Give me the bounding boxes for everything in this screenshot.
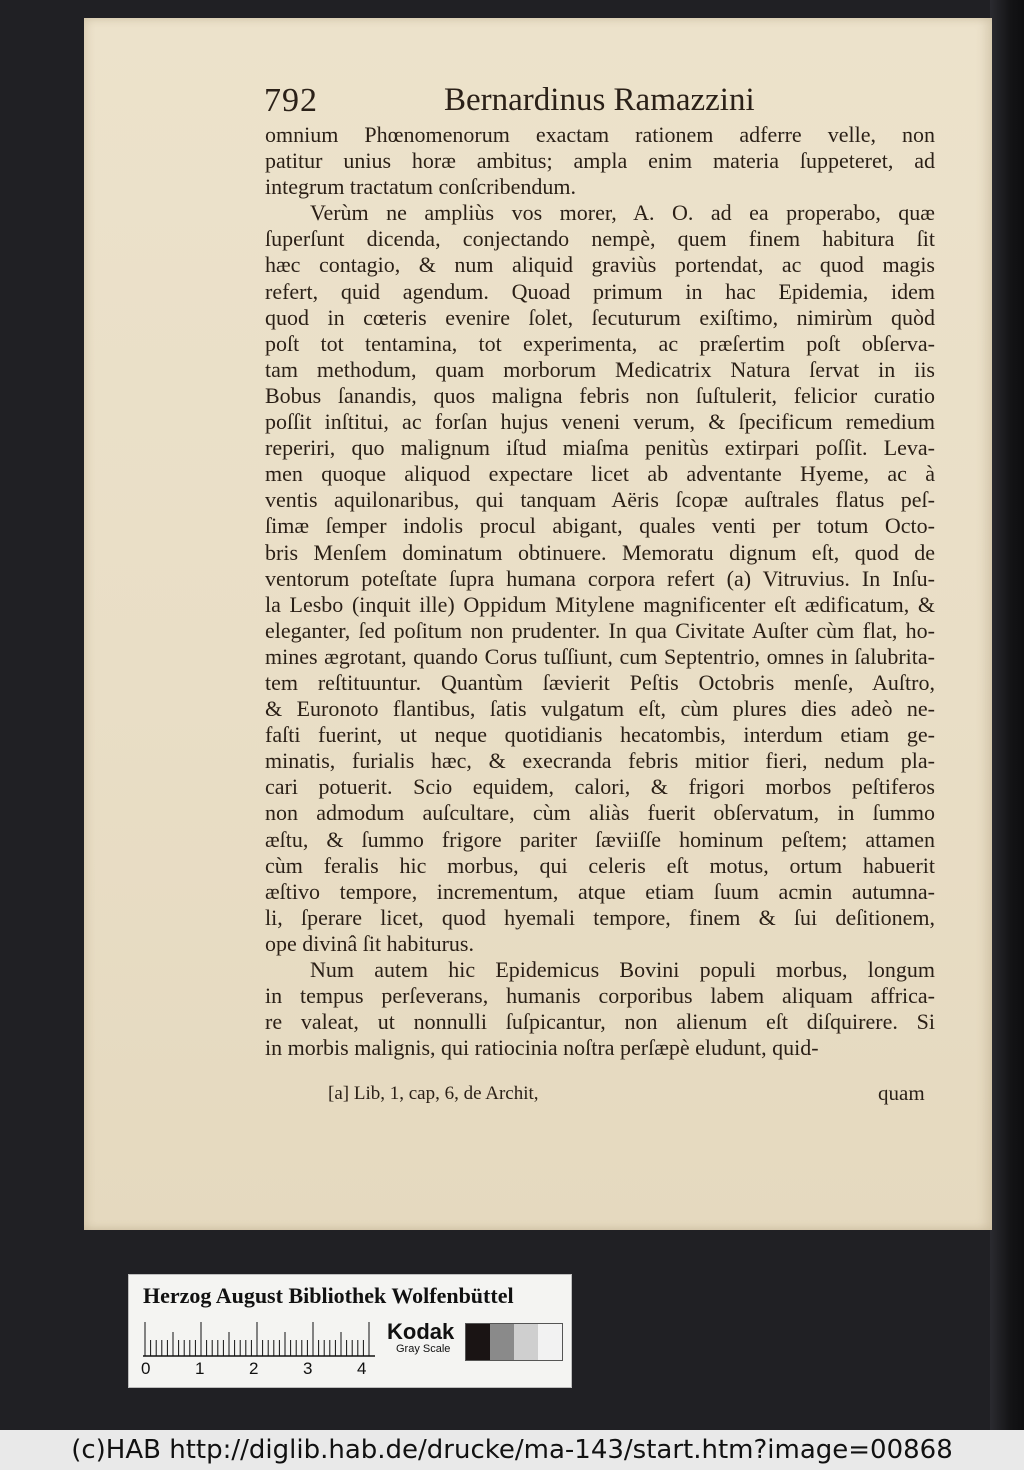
ruler-scale (143, 1321, 375, 1357)
text-line: æſtivo tempore, incrementum, atque etiam ſuum acmin autumna- (265, 878, 935, 904)
text-line: ope divinâ ſit habiturus. (265, 930, 474, 956)
text-line: Num autem hic Epidemicus Bovini populi morbus, longum (310, 957, 935, 982)
gray-patch (466, 1324, 490, 1360)
ruler-number: 1 (195, 1359, 205, 1378)
body-text (265, 122, 935, 1061)
running-head: Bernardinus Ramazzini (444, 82, 755, 118)
gray-patch (538, 1324, 562, 1360)
text-line: ſuperſunt dicenda, conjectando nempè, quem finem habitura ſit (265, 226, 935, 252)
gray-scale-patches (465, 1323, 563, 1361)
text-line: & Euronoto flantibus, ſatis vulgatum eſt, cùm plures dies adeò ne- (265, 696, 935, 722)
text-line: refert, quid agendum. Quoad primum in hac Epidemia, idem (265, 278, 935, 304)
text-line: integrum tractatum conſcribendum. (265, 174, 576, 200)
text-line: ventis aquilonaribus, qui tanquam Aëris ſcopæ auſtrales flatus peſ- (265, 487, 935, 513)
paragraph (265, 122, 935, 200)
text-line: minatis, furialis hæc, & execranda febris mitior fieri, nedum pla- (265, 748, 935, 774)
text-line: faſti fuerint, ut neque quotidianis hecatombis, interdum etiam ge- (265, 722, 935, 748)
text-line: omnium Phœnomenorum exactam rationem adferre velle, non (265, 122, 935, 147)
text-line: in morbis malignis, qui ratiocinia noſtra perſæpè eludunt, quid- (265, 1035, 819, 1061)
gray-scale-label: Gray Scale (396, 1343, 451, 1355)
text-line: re valeat, ut nonnulli ſuſpicantur, non alienum eſt diſquirere. Si (265, 1009, 935, 1035)
text-line: li, ſperare licet, quod hyemali tempore, finem & ſui deſitionem, (265, 904, 935, 930)
page-number: 792 (264, 82, 318, 119)
text-line: quod in cœteris evenire ſolet, ſecuturum exiſtimo, nimirùm quòd (265, 304, 935, 330)
library-name: Herzog August Bibliothek Wolfenbüttel (143, 1283, 514, 1308)
book-edge (990, 0, 1024, 1430)
text-line: non admodum auſcultare, cùm aliàs fuerit obſervatum, in ſummo (265, 800, 935, 826)
ruler-number: 4 (357, 1359, 367, 1378)
ruler-number: 3 (303, 1359, 313, 1378)
color-reference-card (128, 1274, 572, 1388)
ruler-number: 2 (249, 1359, 259, 1378)
source-url: (c)HAB http://diglib.hab.de/drucke/ma-143/start.htm?image=00868 (0, 1430, 1024, 1470)
ruler-number: 0 (141, 1359, 151, 1378)
text-line: æſtu, & ſummo frigore pariter ſæviiſſe hominum peſtem; attamen (265, 826, 935, 852)
text-line: tam methodum, quam morborum Medicatrix Natura ſervat in iis (265, 356, 935, 382)
text-line: tem reſtituuntur. Quantùm ſævierit Peſtis Octobris menſe, Auſtro, (265, 669, 935, 695)
text-line: hæc contagio, & num aliquid graviùs portendat, ac quod magis (265, 252, 935, 278)
text-line: la Lesbo (inquit ille) Oppidum Mitylene magnificenter eſt ædificatum, & (265, 591, 935, 617)
gray-patch (514, 1324, 538, 1360)
footnote: [a] Lib, 1, cap, 6, de Archit, (328, 1083, 539, 1104)
text-line: poſſit inſtitui, ac forſan hujus veneni verum, & ſpecificum remedium (265, 409, 935, 435)
text-line: in tempus perſeverans, humanis corporibus labem aliquam affrica- (265, 983, 935, 1009)
text-line: ventorum poteſtate ſupra humana corpora refert (a) Vitruvius. In Inſu- (265, 565, 935, 591)
kodak-logo: Kodak (387, 1319, 455, 1344)
catchword: quam (878, 1081, 925, 1105)
text-line: poſt tot tentamina, tot experimenta, ac præſertim poſt obſerva- (265, 330, 935, 356)
gray-patch (490, 1324, 514, 1360)
text-line: ſimæ ſemper indolis procul abigant, quales venti per totum Octo- (265, 513, 935, 539)
text-line: bris Menſem dominatum obtinuere. Memoratu dignum eſt, quod de (265, 539, 935, 565)
text-line: eleganter, ſed poſitum non prudenter. In qua Civitate Auſter cùm flat, ho- (265, 617, 935, 643)
text-line: Verùm ne ampliùs vos morer, A. O. ad ea properabo, quæ (310, 200, 935, 226)
text-line: men quoque aliquod expectare licet ab adventante Hyeme, ac à (265, 461, 935, 487)
paragraph (265, 957, 935, 1061)
text-line: mines ægrotant, quando Corus tuſſiunt, cum Septentrio, omnes in ſalubrita- (265, 643, 935, 669)
text-line: patitur unius horæ ambitus; ampla enim materia ſuppeteret, ad (265, 148, 935, 174)
text-line: reperiri, quo malignum iſtud miaſma penitùs extirpari poſſit. Leva- (265, 435, 935, 461)
text-line: cùm feralis hic morbus, qui celeris eſt motus, ortum habuerit (265, 852, 935, 878)
text-line: Bobus ſanandis, quos maligna febris non ſuſtulerit, felicior curatio (265, 382, 935, 408)
paragraph (265, 200, 935, 957)
text-line: cari potuerit. Scio equidem, calori, & frigori morbos peſtiferos (265, 774, 935, 800)
